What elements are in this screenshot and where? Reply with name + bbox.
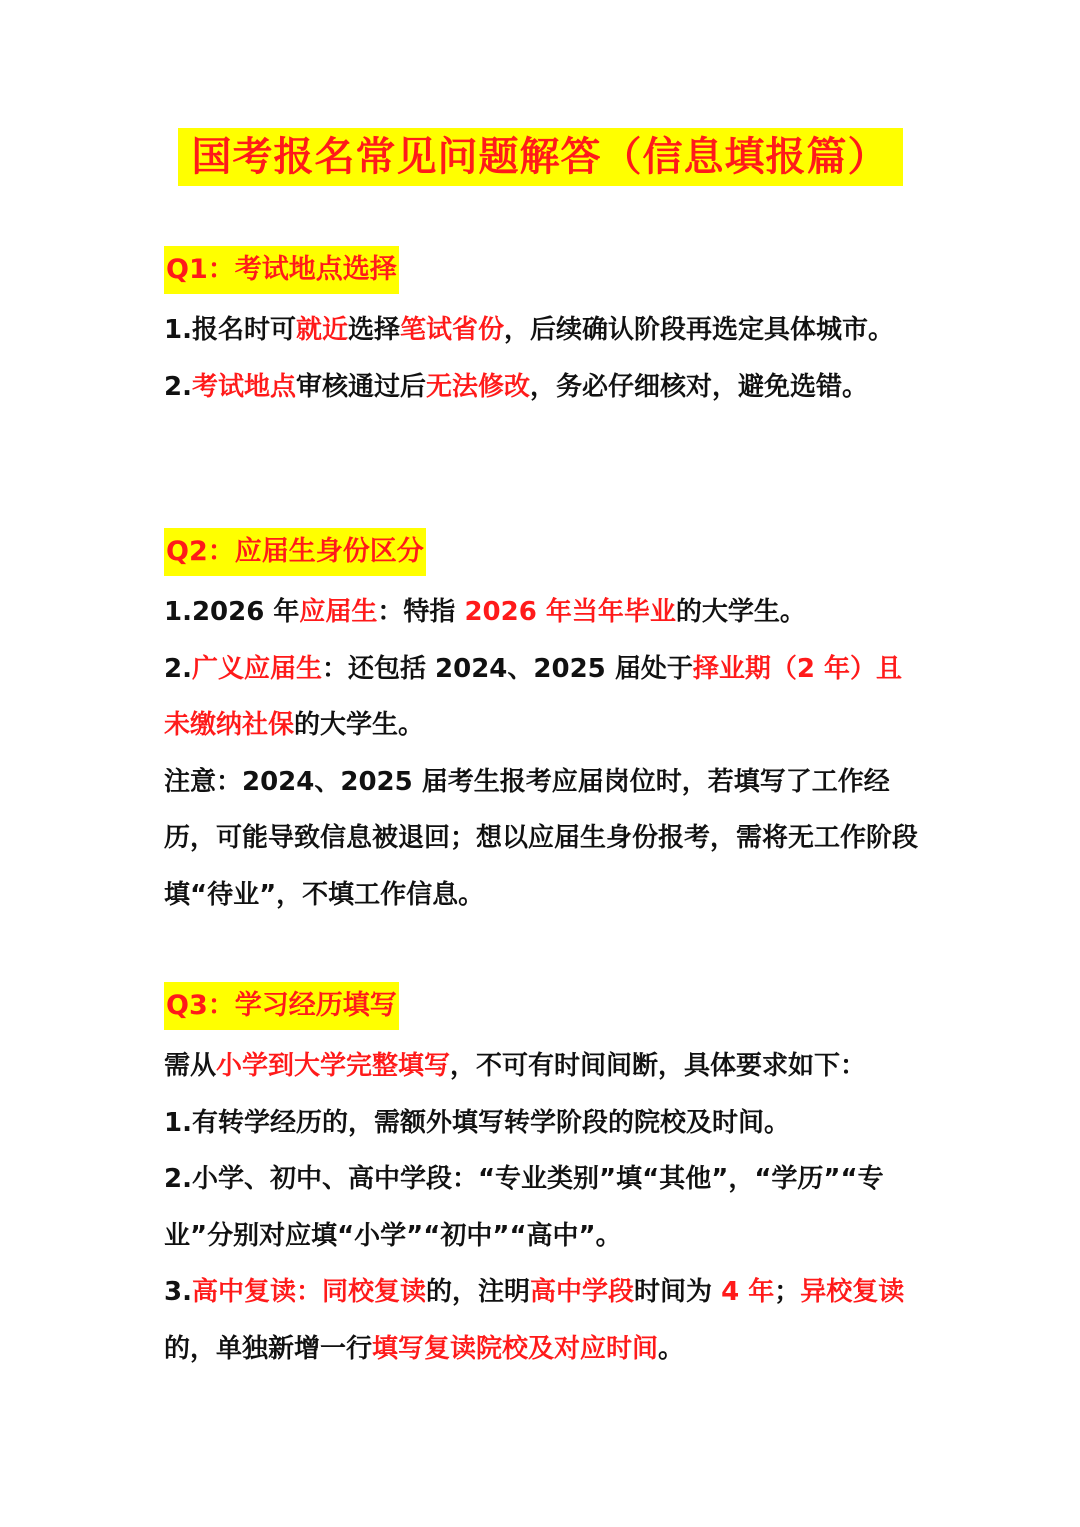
highlight-text: 同校复读: [322, 1277, 427, 1307]
section-heading-q3: Q3：学习经历填写: [164, 982, 399, 1030]
highlight-text: 择业期（2 年）且未缴纳社保: [164, 653, 902, 740]
q3-paragraph-2: 2.小学、初中、高中学段：“专业类别”填“其他”，“学历”“专业”分别对应填“小学”“初中”“高中”。: [164, 1164, 884, 1251]
highlight-text: 笔试省份: [400, 315, 505, 345]
text-run: 的大学生。: [675, 597, 806, 627]
section-q2: [164, 528, 924, 923]
highlight-text: 异校复读: [800, 1277, 905, 1307]
highlight-text: 4 年: [721, 1277, 775, 1307]
text-run: 的大学生。: [294, 710, 425, 740]
q3-paragraph-3: [164, 1264, 924, 1377]
section-q3: [164, 982, 924, 1377]
highlight-text: ：: [295, 1277, 322, 1307]
text-run: 的，单独新增一行: [164, 1333, 373, 1364]
highlight-text: 2026 年当年毕业: [464, 597, 676, 627]
q1-paragraph-1: [164, 302, 924, 359]
highlight-text: 高中学段: [530, 1277, 635, 1307]
text-run: 2.: [164, 653, 192, 684]
q3-intro: [164, 1038, 924, 1095]
q2-note: 注意：2024、2025 届考生报考应届岗位时，若填写了工作经历，可能导致信息被退回；想以应届生身份报考，需将无工作阶段填“待业”，不填工作信息。: [164, 766, 919, 910]
page-title: 国考报名常见问题解答（信息填报篇）: [178, 128, 903, 186]
section-q1: [164, 246, 924, 415]
highlight-text: 考试地点: [191, 371, 296, 402]
q2-paragraph-1: [164, 584, 924, 641]
highlight-text: 应届生: [299, 597, 378, 627]
text-run: ：特指: [377, 597, 465, 627]
text-run: ，不可有时间间断，具体要求如下：: [450, 1051, 867, 1081]
text-run: 审核通过后: [295, 371, 426, 402]
text-run: 2.: [164, 371, 192, 402]
text-run: 1.报名时可: [164, 315, 296, 345]
text-run: 需从: [164, 1051, 217, 1081]
text-run: 1.2026 年: [164, 597, 300, 627]
highlight-text: 就近: [295, 315, 348, 345]
text-run: ，后续确认阶段再选定具体城市。: [504, 315, 895, 345]
text-run: 3.: [164, 1277, 192, 1307]
text-run: ：还包括 2024、2025 届处于: [321, 653, 693, 684]
text-run: ；: [774, 1277, 801, 1307]
text-run: ，务必仔细核对，避免选错。: [530, 371, 869, 402]
section-heading-q1: Q1：考试地点选择: [164, 246, 399, 294]
title-wrap: [0, 128, 1080, 186]
section-heading-q2: Q2：应届生身份区分: [164, 528, 426, 576]
text-run: 时间为: [634, 1277, 722, 1307]
highlight-text: 填写复读院校及对应时间: [372, 1333, 659, 1364]
q3-paragraph-1: 1.有转学经历的，需额外填写转学阶段的院校及时间。: [164, 1107, 790, 1138]
text-run: 选择: [347, 315, 400, 345]
text-run: 。: [658, 1333, 685, 1364]
highlight-text: 高中复读: [191, 1277, 296, 1307]
highlight-text: 小学到大学完整填写: [216, 1051, 451, 1081]
highlight-text: 无法修改: [426, 371, 531, 402]
q2-paragraph-2: [164, 641, 924, 754]
highlight-text: 广义应届生: [191, 653, 322, 684]
text-run: 的，注明: [426, 1277, 531, 1307]
q1-paragraph-2: [164, 359, 924, 416]
